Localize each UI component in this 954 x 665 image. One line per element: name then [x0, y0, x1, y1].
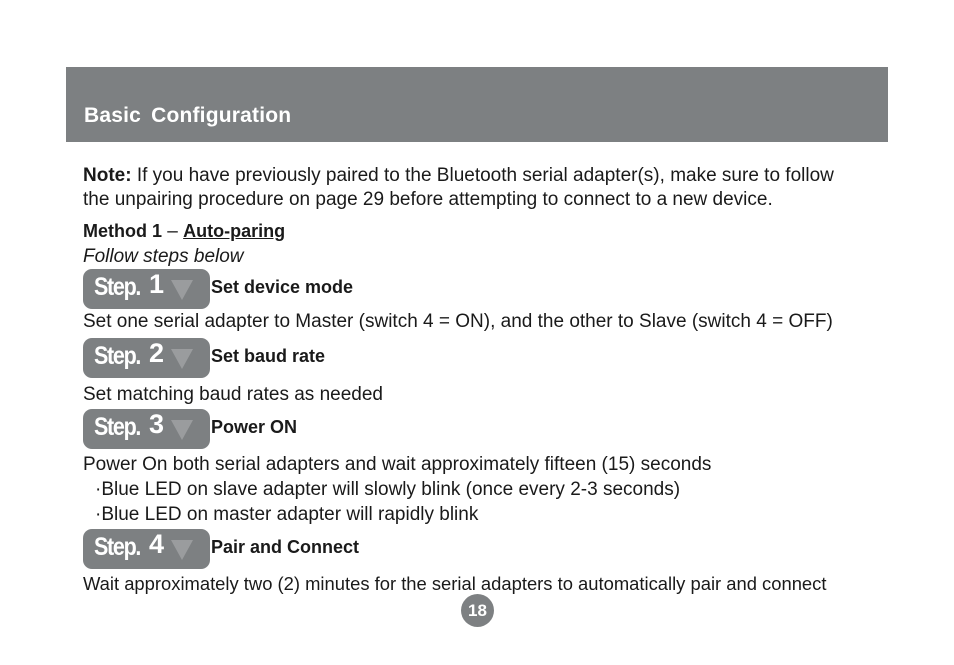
- method-separator: –: [162, 221, 184, 242]
- section-title: Basic Configuration: [84, 104, 292, 127]
- step-3-title: Power ON: [211, 417, 298, 437]
- step-3-bullet-2: ·Blue LED on master adapter will rapidly blink: [95, 504, 479, 525]
- method-subtitle: Follow steps below: [83, 246, 244, 267]
- step-1-badge: [83, 269, 210, 309]
- note-label: Note:: [83, 165, 132, 186]
- section-header: [66, 67, 888, 142]
- method-name: Auto-paring: [183, 221, 286, 241]
- step-1-title: Set device mode: [211, 277, 354, 297]
- step-4-number: 4: [149, 529, 165, 559]
- step-4-word: Step.: [94, 533, 141, 561]
- note-line-1: [83, 165, 834, 187]
- step-3-bullet-1: ·Blue LED on slave adapter will slowly blink (once every 2-3 seconds): [95, 479, 681, 500]
- note-text-1: If you have previously paired to the Bluetooth serial adapter(s), make sure to follow: [131, 165, 834, 186]
- step-4-badge: [83, 529, 210, 569]
- step-1-word: Step.: [94, 273, 141, 301]
- step-2-title: Set baud rate: [211, 346, 326, 366]
- step-3-word: Step.: [94, 413, 141, 441]
- step-3-badge: [83, 409, 210, 449]
- step-2-word: Step.: [94, 342, 141, 370]
- method-label: Method 1: [83, 221, 162, 241]
- step-3-description: Power On both serial adapters and wait approximately fifteen (15) seconds: [83, 454, 712, 475]
- step-1-number: 1: [149, 269, 165, 299]
- step-4-title: Pair and Connect: [211, 537, 360, 557]
- page-number: 18: [461, 594, 494, 627]
- step-4-description: Wait approximately two (2) minutes for the serial adapters to automatically pair and connect: [83, 573, 827, 594]
- step-3-number: 3: [149, 409, 165, 439]
- triangle-down-icon: [171, 540, 193, 560]
- step-1-description: Set one serial adapter to Master (switch 4 = ON), and the other to Slave (switch 4 = OFF): [83, 311, 833, 332]
- triangle-down-icon: [171, 280, 193, 300]
- triangle-down-icon: [171, 420, 193, 440]
- triangle-down-icon: [171, 349, 193, 369]
- method-heading: [83, 221, 285, 243]
- note-line-2: the unpairing procedure on page 29 before attempting to connect to a new device.: [83, 189, 773, 210]
- step-2-badge: [83, 338, 210, 378]
- step-2-description: Set matching baud rates as needed: [83, 384, 383, 405]
- step-2-number: 2: [149, 338, 165, 368]
